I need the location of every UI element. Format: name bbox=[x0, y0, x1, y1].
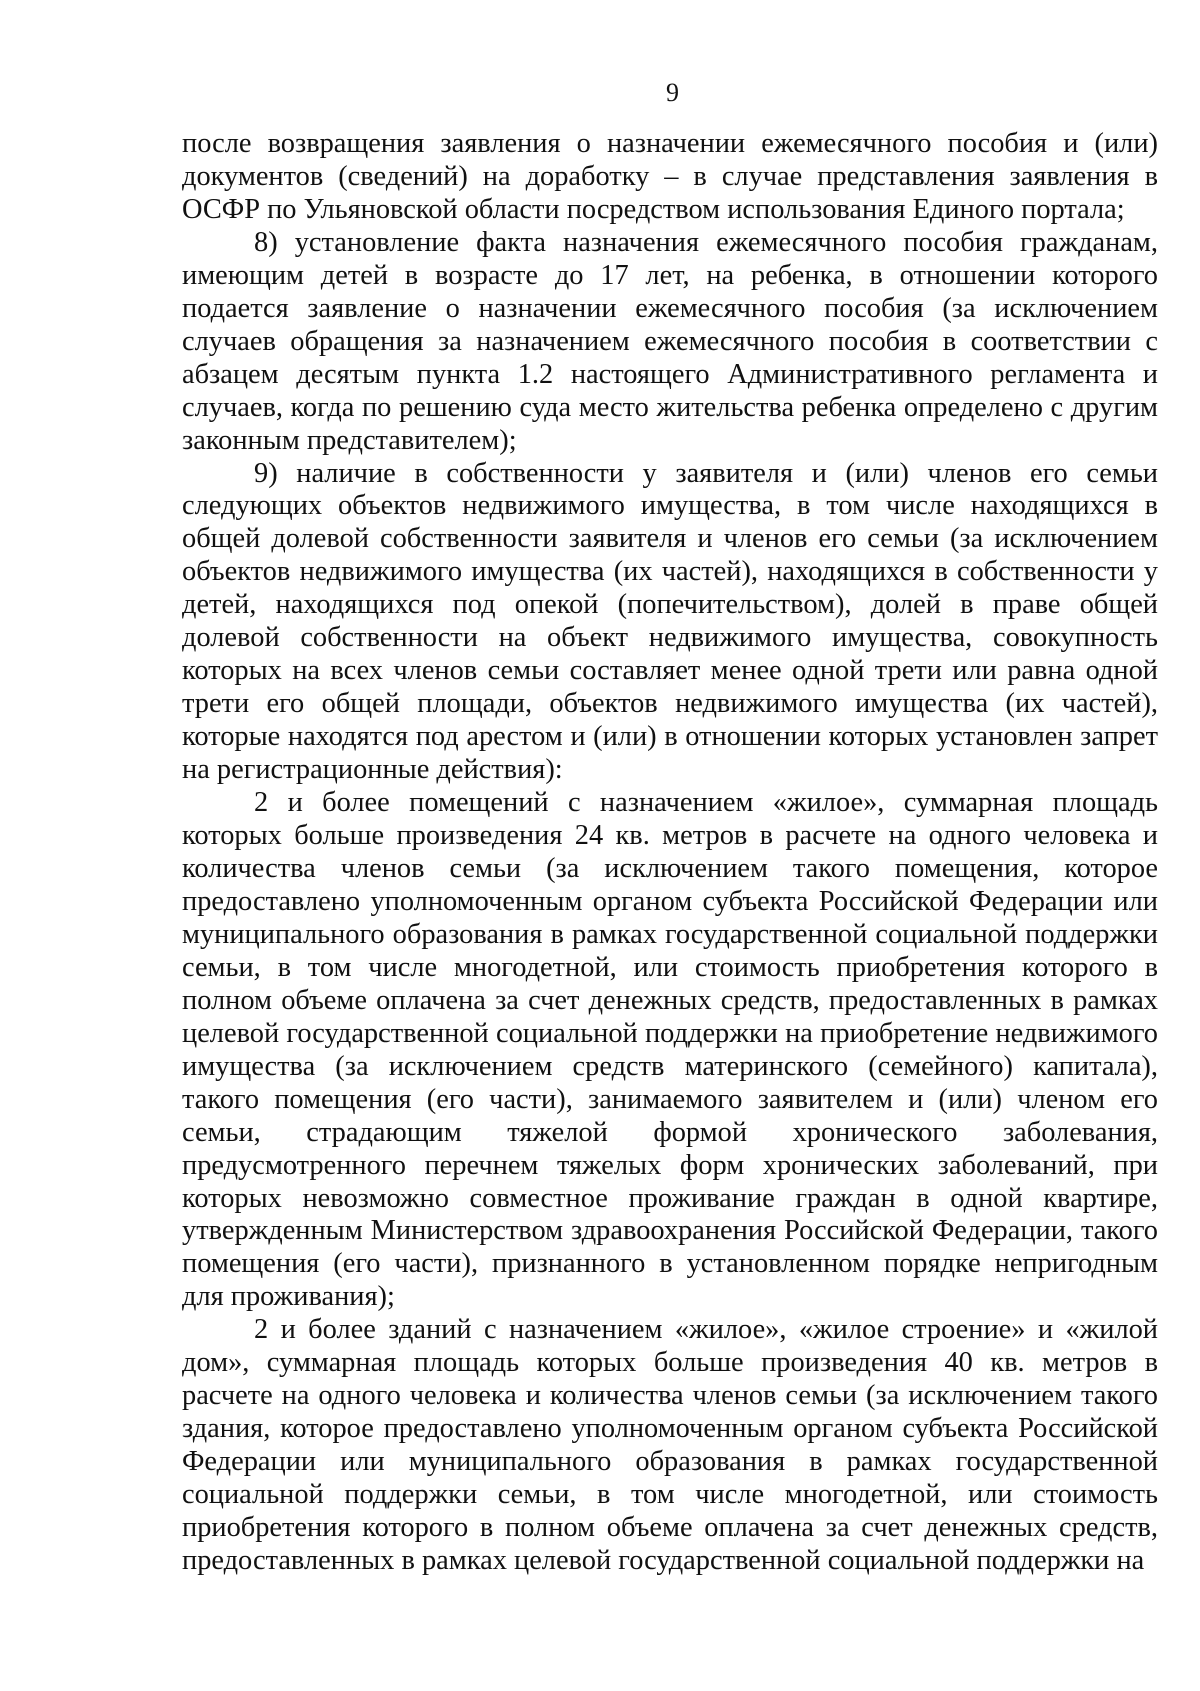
paragraph-item-8: 8) установление факта назначения ежемесячного пособия гражданам, имеющим детей в возрасте до 17 лет, на ребенка, в отношении которого подается заявление о назначении ежемесячного пособия (за исключением случаев обращения за назначением ежемесячного пособия в соответствии с абзацем десятым пункта 1.2 настоящего Административного регламента и случаев, когда по решению суда место жительства ребенка определено с другим законным представителем); bbox=[182, 226, 1158, 456]
document-body bbox=[182, 128, 1158, 1578]
paragraph-buildings: 2 и более зданий с назначением «жилое», «жилое строение» и «жилой дом», суммарная площадь которых больше произведения 40 кв. метров в расчете на одного человека и количества членов семьи (за исключением такого здания, которое предоставлено уполномоченным органом субъекта Российской Федерации или муниципального образования в рамках государственной социальной поддержки семьи, в том числе многодетной, или стоимость приобретения которого в полном объеме оплачена за счет денежных средств, предоставленных в рамках целевой государственной социальной поддержки на bbox=[182, 1314, 1158, 1576]
paragraph-continuation: после возвращения заявления о назначении ежемесячного пособия и (или) документов (сведений) на доработку – в случае представления заявления в ОСФР по Ульяновской области посредством использования Единого портала; bbox=[182, 128, 1158, 225]
paragraph-premises: 2 и более помещений с назначением «жилое», суммарная площадь которых больше произведения 24 кв. метров в расчете на одного человека и количества членов семьи (за исключением такого помещения, которое предоставлено уполномоченным органом субъекта Российской Федерации или муниципального образования в рамках государственной социальной поддержки семьи, в том числе многодетной, или стоимость приобретения которого в полном объеме оплачена за счет денежных средств, предоставленных в рамках целевой государственной социальной поддержки на приобретение недвижимого имущества (за исключением средств материнского (семейного) капитала), такого помещения (его части), занимаемого заявителем и (или) членом его семьи, страдающим тяжелой формой хронического заболевания, предусмотренного перечнем тяжелых форм хронических заболеваний, при которых невозможно совместное проживание граждан в одной квартире, утвержденным Министерством здравоохранения Российской Федерации, такого помещения (его части), признанного в установленном порядке непригодным для проживания); bbox=[182, 787, 1158, 1313]
page-number: 9 bbox=[666, 78, 679, 107]
paragraph-item-9: 9) наличие в собственности у заявителя и (или) членов его семьи следующих объектов недвижимого имущества, в том числе находящихся в общей долевой собственности заявителя и членов его семьи (за исключением объектов недвижимого имущества (их частей), находящихся в собственности у детей, находящихся под опекой (попечительством), долей в праве общей долевой собственности на объект недвижимого имущества, совокупность которых на всех членов семьи составляет менее одной трети или равна одной трети его общей площади, объектов недвижимого имущества (их частей), которые находятся под арестом и (или) в отношении которых установлен запрет на регистрационные действия): bbox=[182, 457, 1158, 786]
